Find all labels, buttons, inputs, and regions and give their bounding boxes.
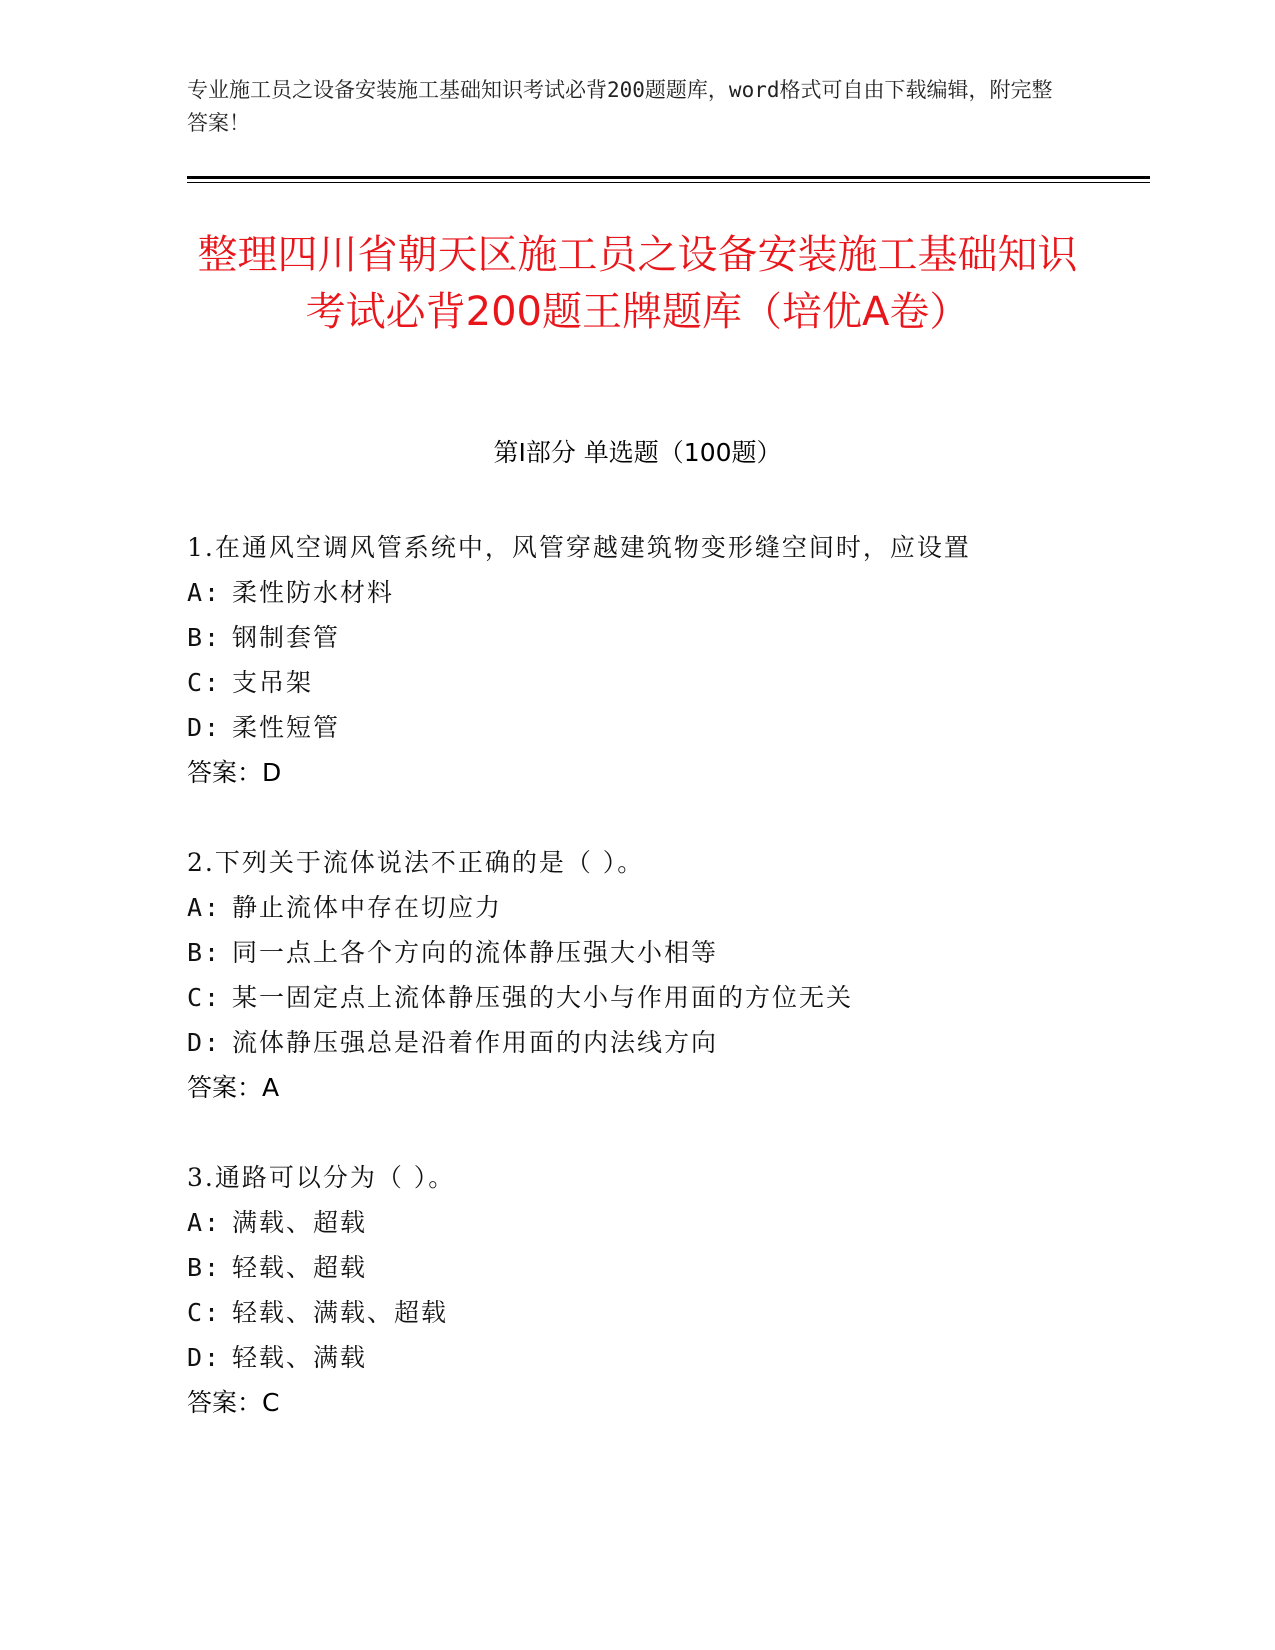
option-letter: D: (187, 713, 222, 742)
answer: 答案：A (187, 1073, 280, 1102)
option-text: 轻载、满载、超载 (232, 1298, 449, 1327)
option-letter: D: (187, 1028, 222, 1057)
header-rule-thin (187, 182, 1150, 183)
option-b (187, 930, 1147, 975)
option-letter: C: (187, 1298, 222, 1327)
option-text: 同一点上各个方向的流体静压强大小相等 (232, 938, 719, 967)
option-letter: B: (187, 938, 222, 967)
option-letter: D: (187, 1343, 222, 1372)
answer: 答案：D (187, 758, 282, 787)
option-letter: C: (187, 983, 222, 1012)
option-c (187, 660, 1147, 705)
option-a (187, 885, 1147, 930)
option-letter: B: (187, 1253, 222, 1282)
question-3 (187, 1155, 1147, 1425)
option-text: 流体静压强总是沿着作用面的内法线方向 (232, 1028, 719, 1057)
option-text: 钢制套管 (232, 623, 341, 652)
option-d (187, 1020, 1147, 1065)
question-stem: 2.下列关于流体说法不正确的是（ ）。 (187, 848, 645, 877)
option-text: 某一固定点上流体静压强的大小与作用面的方位无关 (232, 983, 854, 1012)
option-text: 静止流体中存在切应力 (232, 893, 503, 922)
option-d (187, 1335, 1147, 1380)
option-text: 轻载、满载 (232, 1343, 368, 1372)
document-title: 整理四川省朝天区施工员之设备安装施工基础知识考试必背200题王牌题库（培优A卷） (197, 232, 1078, 335)
option-letter: A: (187, 578, 222, 607)
question-list (187, 525, 1147, 1470)
option-b (187, 615, 1147, 660)
option-text: 柔性防水材料 (232, 578, 395, 607)
option-letter: A: (187, 893, 222, 922)
option-c (187, 975, 1147, 1020)
question-stem: 1.在通风空调风管系统中，风管穿越建筑物变形缝空间时，应设置 (187, 533, 971, 562)
option-text: 支吊架 (232, 668, 314, 697)
question-1 (187, 525, 1147, 795)
header-note: 专业施工员之设备安装施工基础知识考试必背200题题库，word格式可自由下载编辑，附完整答案！ (187, 78, 1053, 135)
option-c (187, 1290, 1147, 1335)
header-rule-thick (187, 176, 1150, 179)
option-b (187, 1245, 1147, 1290)
option-letter: C: (187, 668, 222, 697)
option-letter: B: (187, 623, 222, 652)
option-a (187, 1200, 1147, 1245)
question-stem: 3.通路可以分为（ ）。 (187, 1163, 456, 1192)
section-title: 第Ⅰ部分 单选题（100题） (493, 438, 782, 467)
question-2 (187, 840, 1147, 1110)
option-text: 轻载、超载 (232, 1253, 368, 1282)
option-text: 满载、超载 (232, 1208, 368, 1237)
option-d (187, 705, 1147, 750)
option-letter: A: (187, 1208, 222, 1237)
option-text: 柔性短管 (232, 713, 341, 742)
option-a (187, 570, 1147, 615)
answer: 答案：C (187, 1388, 280, 1417)
